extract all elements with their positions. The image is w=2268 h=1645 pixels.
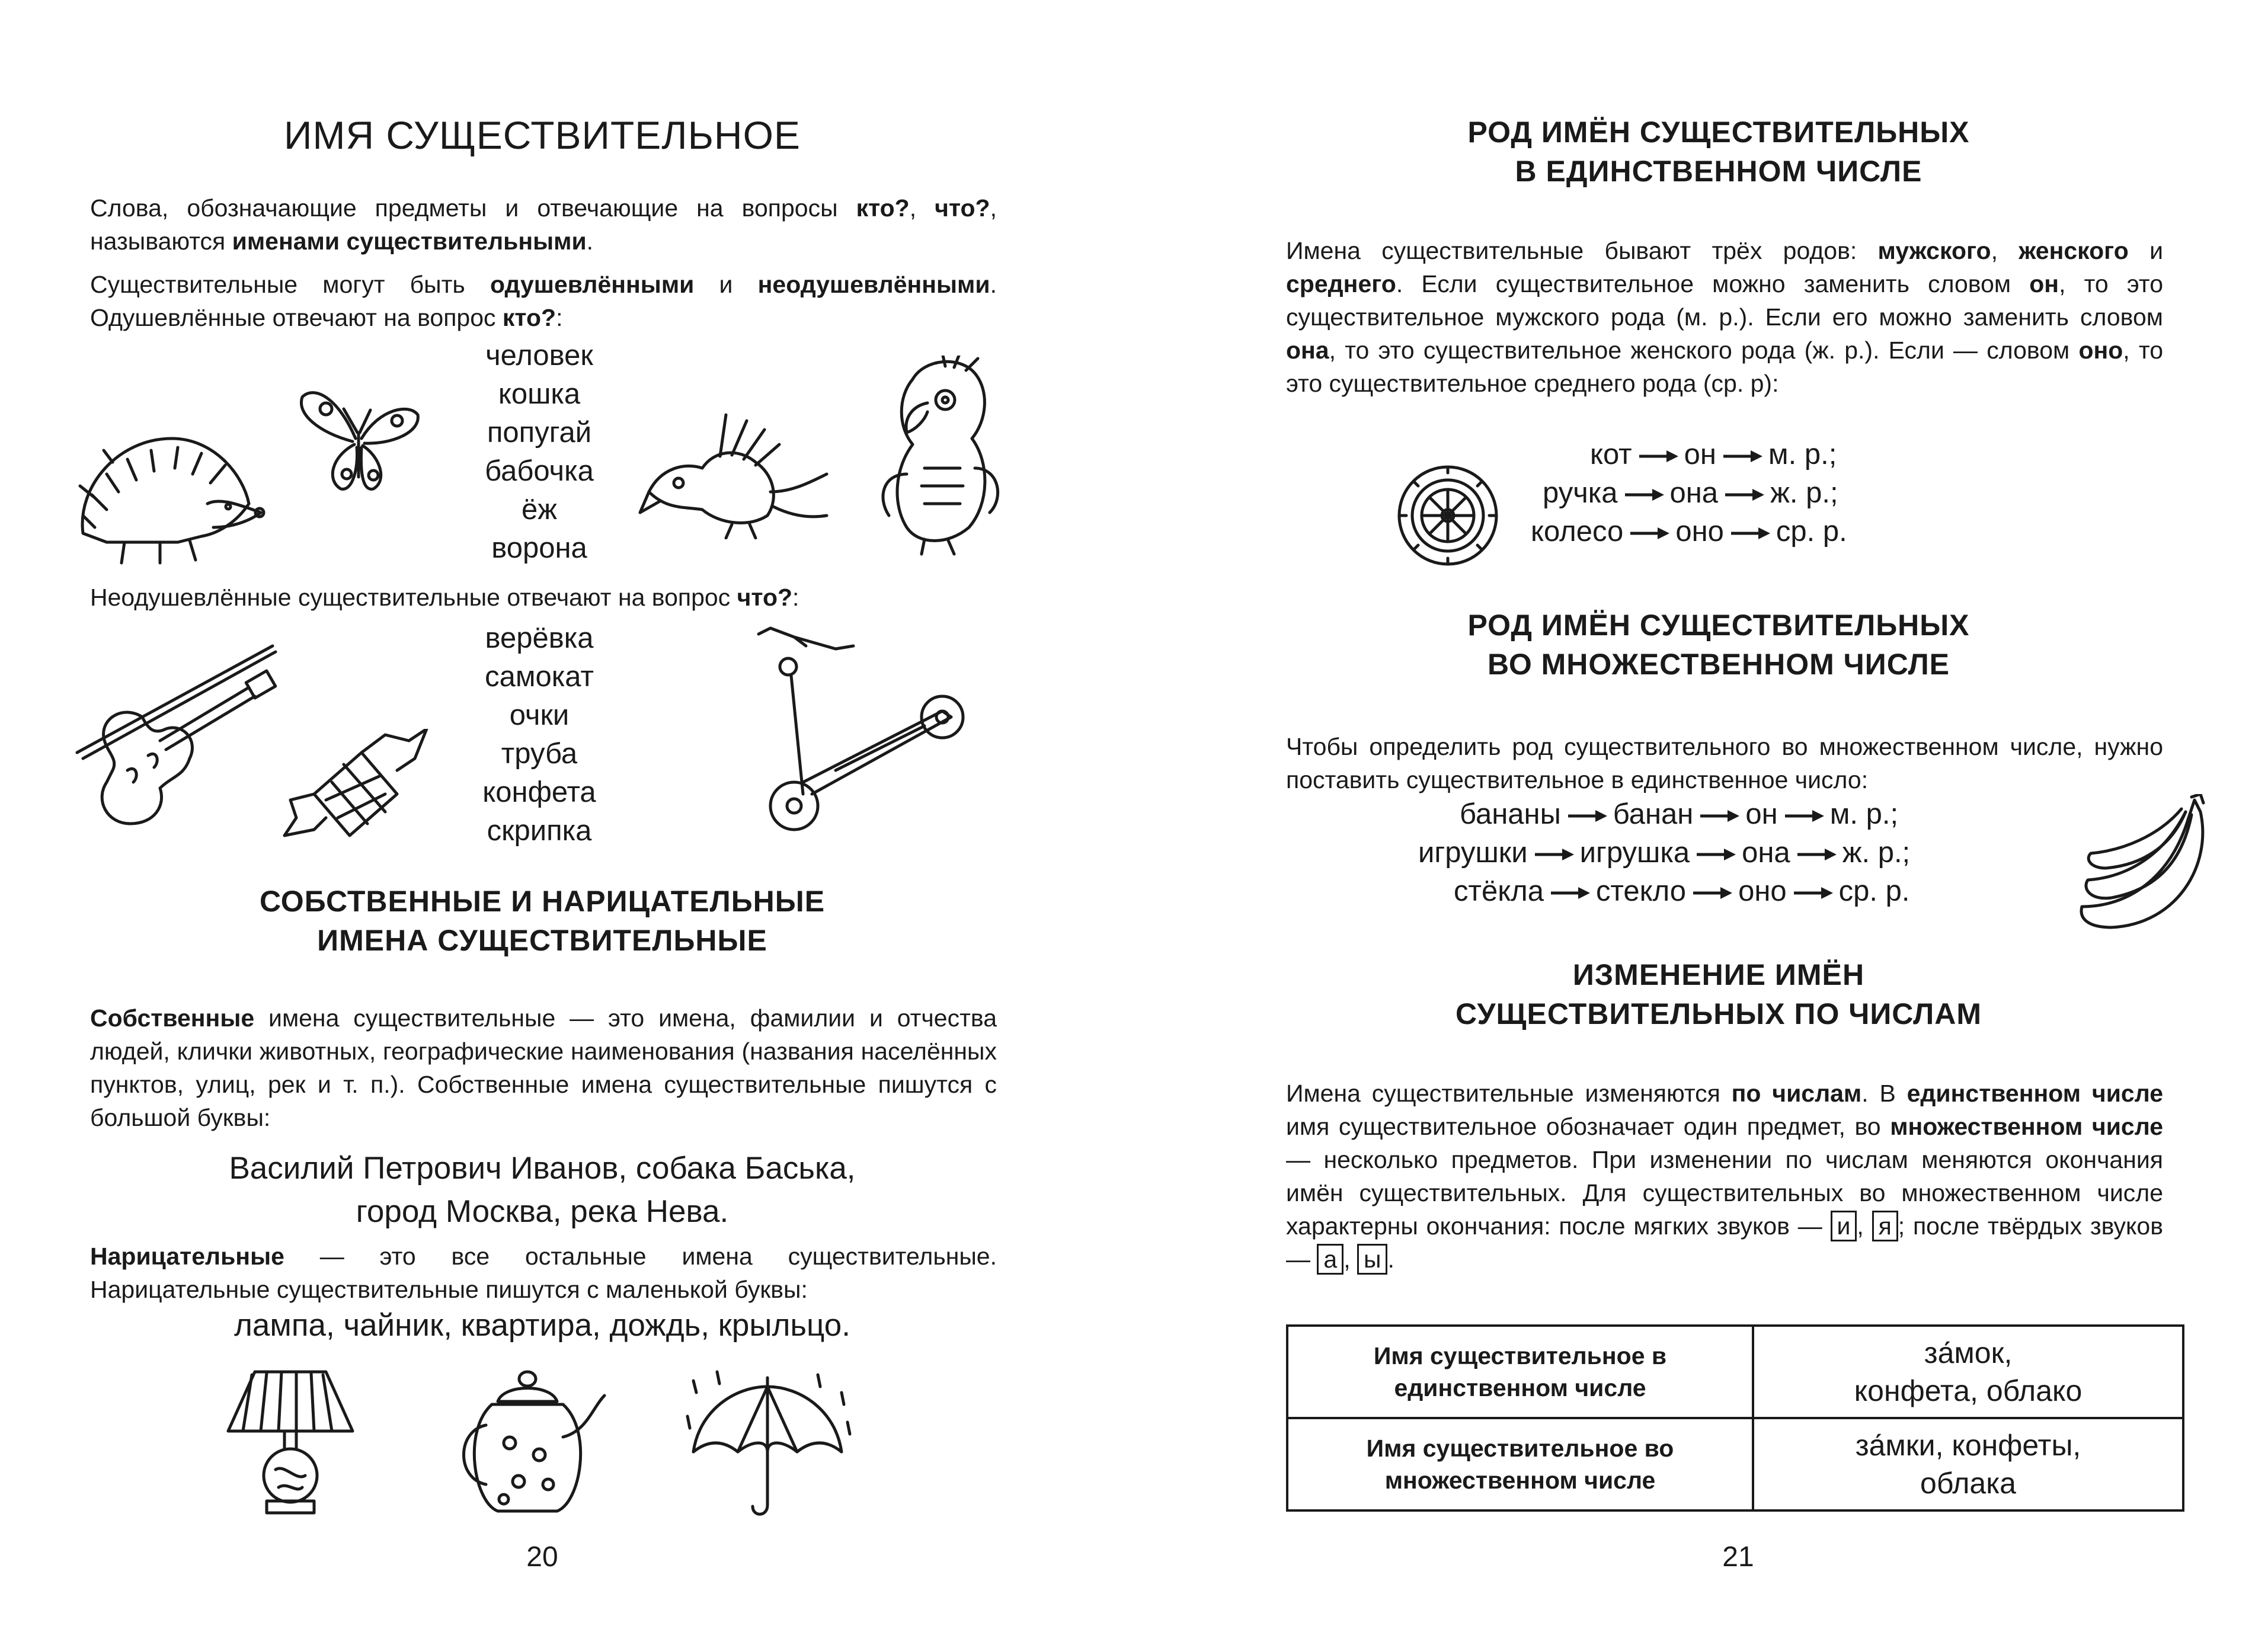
section-heading-proper <box>89 882 996 960</box>
text: . Если существительное можно заменить словом <box>1396 270 2030 297</box>
term: множественном числе <box>1890 1113 2164 1140</box>
right-page <box>1134 0 2268 1645</box>
animate-word-list <box>415 337 664 568</box>
example-singular: игрушка <box>1579 837 1690 869</box>
candy-illustration <box>279 729 433 847</box>
term: она <box>1286 337 1329 364</box>
ending-box: а <box>1317 1244 1343 1275</box>
example-gender: ж. р.; <box>1770 477 1838 509</box>
example-row <box>1418 872 2070 911</box>
number-paragraph <box>1286 1077 2163 1276</box>
word: очки <box>509 699 570 731</box>
table-value-cell <box>1753 1418 2183 1510</box>
heading-line: СУЩЕСТВИТЕЛЬНЫХ ПО ЧИСЛАМ <box>1455 997 1982 1030</box>
proper-paragraph <box>90 1001 997 1134</box>
butterfly-illustration <box>290 373 427 504</box>
term: он <box>2029 270 2059 297</box>
page-number: 20 <box>526 1541 558 1573</box>
violin-illustration <box>71 634 284 836</box>
example-pronoun: оно <box>1675 516 1724 548</box>
singular-examples <box>1519 436 2052 551</box>
question: кто? <box>502 304 556 331</box>
page-title: ИМЯ СУЩЕСТВИТЕЛЬНОЕ <box>284 113 801 157</box>
example-gender: ж. р.; <box>1842 837 1911 869</box>
text: Существительные могут быть <box>90 271 490 298</box>
example-pronoun: он <box>1684 439 1716 471</box>
example-gender: ср. р. <box>1838 875 1910 907</box>
heading-line: РОД ИМЁН СУЩЕСТВИТЕЛЬНЫХ <box>1467 116 1970 149</box>
example-singular: банан <box>1613 798 1694 830</box>
example-gender: ср. р. <box>1776 516 1847 548</box>
text: : <box>556 304 563 331</box>
term: женского <box>2019 237 2129 264</box>
example-word: кот <box>1590 439 1632 471</box>
table-header-cell: Имя существительное в единственном числе <box>1287 1326 1753 1418</box>
term: единственном числе <box>1906 1080 2164 1107</box>
text: , то это существительное женского рода (ж. р.). Если — словом <box>1329 337 2079 364</box>
arrow-icon <box>1566 807 1608 825</box>
plural-examples <box>1418 795 2070 911</box>
arrow-icon <box>1698 807 1741 825</box>
text: — это все остальные имена существительные. Нарицательные существительные пишутся с маленькой буквы: <box>90 1243 997 1303</box>
table-value-cell <box>1753 1326 2183 1418</box>
text: Неодушевлённые существительные отвечают на вопрос <box>90 584 737 611</box>
arrow-icon <box>1783 807 1825 825</box>
text: и <box>2128 237 2163 264</box>
heading-line: СОБСТВЕННЫЕ И НАРИЦАТЕЛЬНЫЕ <box>259 885 826 918</box>
text: , то это существительное мужского рода (м. р.). Если его можно заменить словом <box>1286 270 2164 331</box>
heading-line: ИЗМЕНЕНИЕ ИМЁН <box>1572 958 1865 991</box>
example-pronoun: она <box>1669 477 1719 509</box>
arrow-icon <box>1628 524 1671 542</box>
page-number: 21 <box>1722 1541 1754 1573</box>
text: , называются <box>90 194 997 255</box>
bananas-illustration <box>2076 794 2212 936</box>
example-word: колесо <box>1531 516 1624 548</box>
section-heading-gender-singular <box>1262 113 2175 191</box>
example-gender: м. р.; <box>1829 798 1899 830</box>
example-singular: стекло <box>1596 875 1687 907</box>
word: самокат <box>485 661 594 693</box>
example-gender: м. р.; <box>1768 439 1837 471</box>
text: ; после твёрдых звуков — <box>1286 1212 2163 1273</box>
word: бабочка <box>485 455 594 487</box>
cell-line: конфета, облако <box>1854 1374 2083 1407</box>
text: , <box>1991 237 2019 264</box>
umbrella-illustration <box>682 1369 853 1523</box>
scooter-illustration <box>747 616 972 836</box>
text: Имена существительные изменяются <box>1286 1080 1732 1107</box>
plural-intro-paragraph: Чтобы определить род существительного во множественном числе, нужно поставить существительное в единственное число: <box>1286 733 2163 793</box>
common-paragraph <box>90 1240 997 1306</box>
text: . <box>1387 1246 1394 1273</box>
question-chto: что? <box>935 194 990 222</box>
arrow-icon <box>1533 846 1575 863</box>
term: одушевлёнными <box>490 271 695 298</box>
arrow-icon <box>1723 486 1765 504</box>
example-row <box>1519 513 2052 551</box>
term: Нарицательные <box>90 1243 284 1270</box>
teapot-illustration <box>444 1366 610 1520</box>
cell-line: за́мок, <box>1924 1336 2013 1369</box>
example-row <box>1519 436 2052 474</box>
proper-example-2: город Москва, река Нева. <box>356 1194 729 1229</box>
word: конфета <box>482 776 596 808</box>
word: ворона <box>491 532 587 564</box>
lamp-illustration <box>219 1366 362 1520</box>
text: . В <box>1861 1080 1907 1107</box>
common-example: лампа, чайник, квартира, дождь, крыльцо. <box>234 1308 850 1343</box>
example-pronoun: он <box>1745 798 1778 830</box>
inanimate-word-list <box>415 619 664 850</box>
word: ёж <box>521 494 558 526</box>
text: : <box>792 584 799 611</box>
text: Слова, обозначающие предметы и отвечающие на вопросы <box>90 194 856 222</box>
term: среднего <box>1286 270 1396 297</box>
question-kto: кто? <box>856 194 910 222</box>
example-row <box>1418 795 2070 834</box>
ending-box: я <box>1872 1211 1898 1241</box>
arrow-icon <box>1549 884 1591 902</box>
text: , то это существительное среднего рода (ср. р): <box>1286 337 2163 397</box>
word: скрипка <box>487 815 592 847</box>
term: по числам <box>1731 1080 1862 1107</box>
text: — несколько предметов. При изменении по числам меняются окончания имён существительных. Для существительных во множественном числе характерны окончания: после мягких звуков — <box>1286 1146 2163 1240</box>
text: Имена существительные бывают трёх родов: <box>1286 237 1878 264</box>
section-heading-gender-plural <box>1262 606 2175 684</box>
example-plural: стёкла <box>1454 875 1544 907</box>
arrow-icon <box>1691 884 1733 902</box>
heading-line: В ЕДИНСТВЕННОМ ЧИСЛЕ <box>1515 155 1922 188</box>
example-word: ручка <box>1543 477 1618 509</box>
ending-box: ы <box>1357 1244 1387 1275</box>
text: , <box>1343 1246 1358 1273</box>
crow-illustration <box>637 403 839 539</box>
arrow-icon <box>1729 524 1771 542</box>
arrow-icon <box>1792 884 1834 902</box>
example-plural: бананы <box>1460 798 1561 830</box>
example-plural: игрушки <box>1418 837 1528 869</box>
table-row <box>1287 1418 2183 1510</box>
heading-line: ВО МНОЖЕСТВЕННОМ ЧИСЛЕ <box>1487 648 1950 681</box>
term: именами существительными <box>232 228 587 255</box>
text: . Одушевлённые отвечают на вопрос <box>90 271 997 331</box>
term: мужского <box>1877 237 1991 264</box>
word: человек <box>485 340 593 372</box>
example-row <box>1519 474 2052 513</box>
term: неодушевлёнными <box>757 271 990 298</box>
word: верёвка <box>485 622 594 654</box>
intro-paragraph <box>90 191 997 258</box>
text: и <box>694 271 758 298</box>
term: Собственные <box>90 1004 255 1032</box>
arrow-icon <box>1623 486 1665 504</box>
arrow-icon <box>1637 447 1680 465</box>
arrow-icon <box>1795 846 1838 863</box>
ending-box: и <box>1831 1211 1857 1241</box>
parrot-illustration <box>871 356 1013 557</box>
section-heading-number <box>1262 955 2175 1033</box>
text: , <box>1857 1212 1872 1240</box>
cell-line: облака <box>1920 1467 2016 1500</box>
hedgehog-illustration <box>71 415 267 569</box>
question: что? <box>737 584 793 611</box>
arrow-icon <box>1721 447 1764 465</box>
heading-line: ИМЕНА СУЩЕСТВИТЕЛЬНЫЕ <box>317 924 767 957</box>
text: имена существительные — это имена, фамилии и отчества людей, клички животных, географические наименования (названия населённых пунктов, улиц, рек и т. п.). Собственные имена существительные пишутся с большой буквы: <box>90 1004 997 1131</box>
wheel-illustration <box>1394 462 1501 569</box>
word: кошка <box>498 378 581 410</box>
example-pronoun: она <box>1742 837 1790 869</box>
proper-example-1: Василий Петрович Иванов, собака Баська, <box>229 1151 856 1186</box>
number-table <box>1286 1324 2184 1512</box>
example-row <box>1418 834 2070 872</box>
text: . <box>586 228 594 255</box>
animate-paragraph <box>90 268 997 334</box>
example-pronoun: оно <box>1738 875 1787 907</box>
text: имя существительное обозначает один предмет, во <box>1286 1113 1890 1140</box>
heading-line: РОД ИМЁН СУЩЕСТВИТЕЛЬНЫХ <box>1467 609 1970 642</box>
table-header-cell: Имя существительное во множественном числе <box>1287 1418 1753 1510</box>
word: попугай <box>487 417 592 449</box>
term: оно <box>2078 337 2123 364</box>
gender-paragraph <box>1286 234 2163 400</box>
arrow-icon <box>1694 846 1737 863</box>
word: труба <box>501 738 578 770</box>
table-row <box>1287 1326 2183 1418</box>
inanimate-paragraph <box>90 581 997 614</box>
cell-line: за́мки, конфеты, <box>1855 1429 2081 1462</box>
text: , <box>909 194 935 222</box>
